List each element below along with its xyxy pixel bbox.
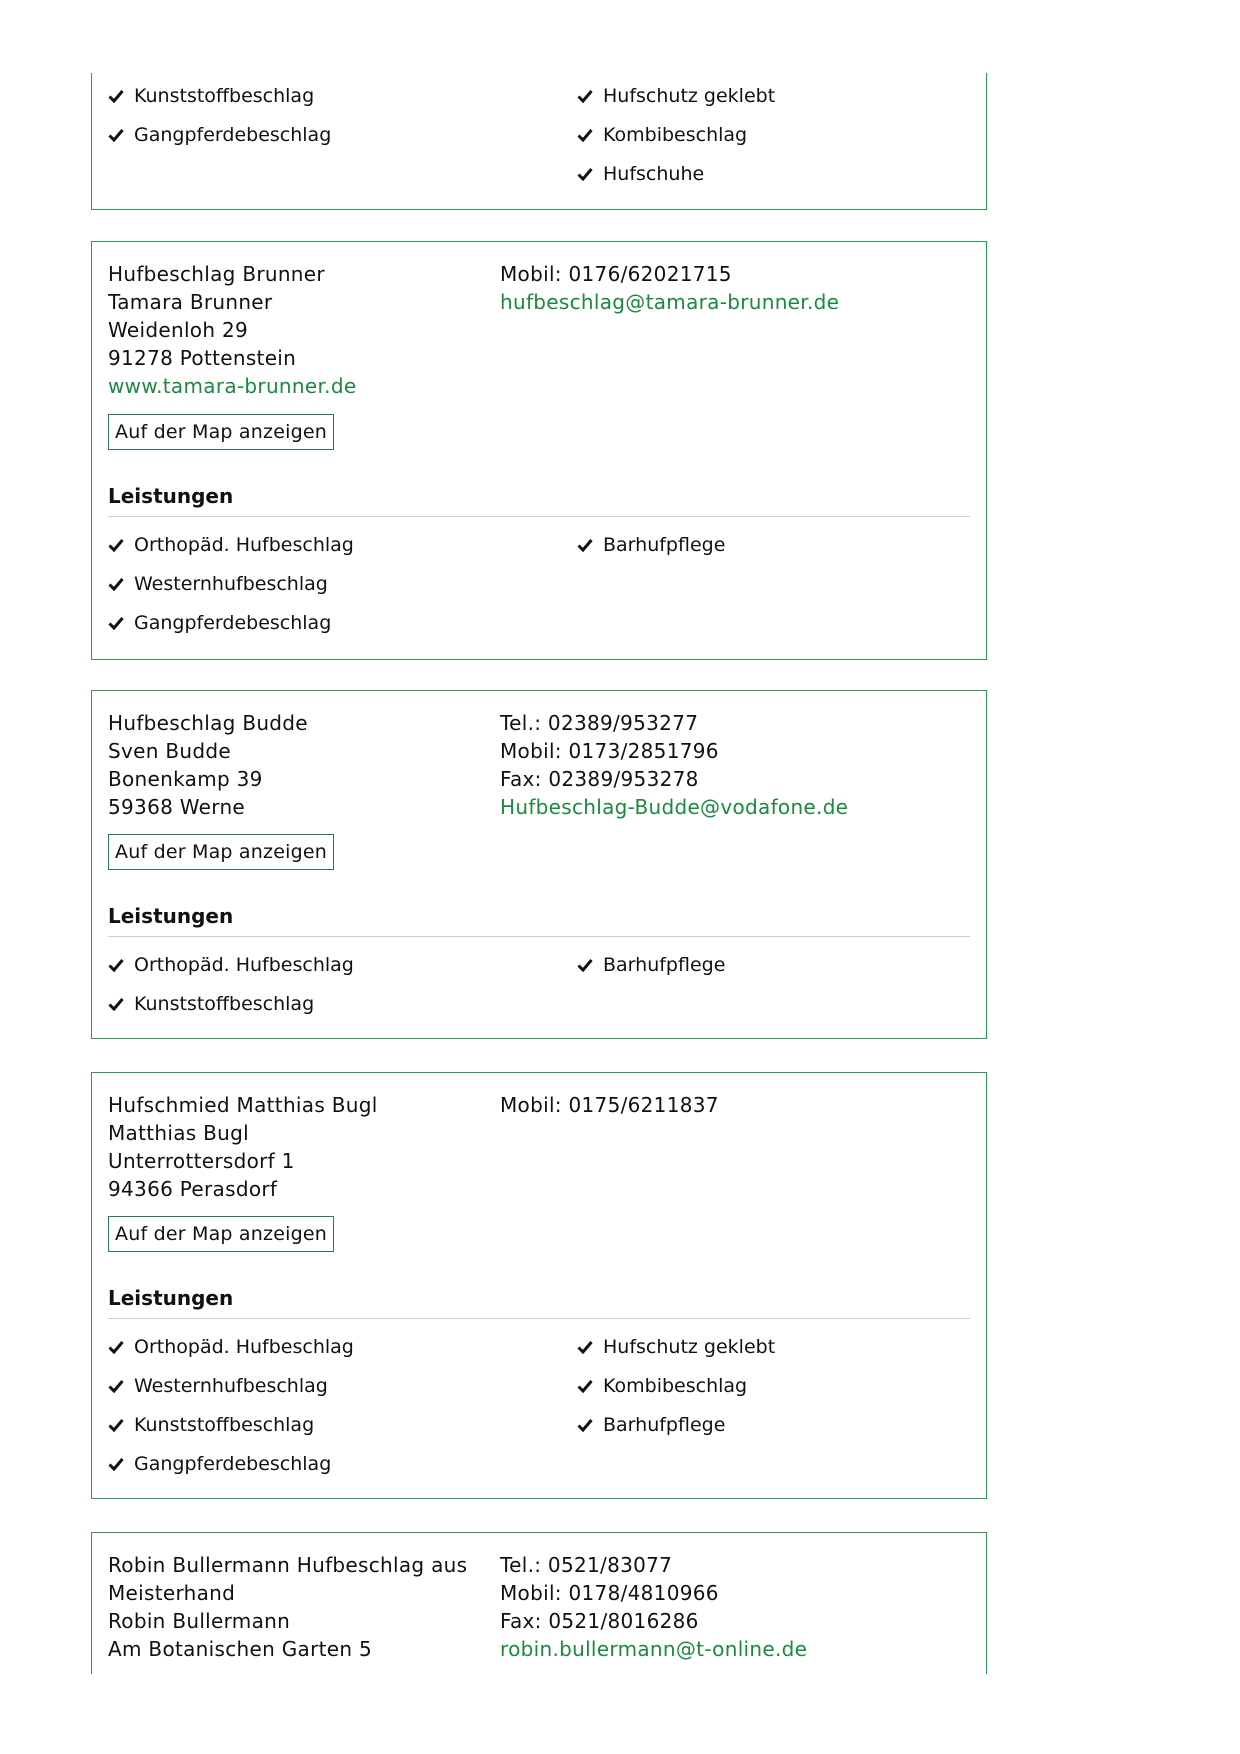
contact-person: Matthias Bugl (108, 1121, 250, 1145)
street: Weidenloh 29 (108, 318, 249, 342)
services-column-left (108, 85, 331, 163)
fax-number: Fax: 0521/8016286 (500, 1609, 699, 1633)
contact-details (500, 709, 970, 821)
show-on-map-button[interactable]: Auf der Map anzeigen (108, 834, 334, 870)
services-title: Leistungen (108, 484, 234, 508)
contact-address (108, 709, 488, 821)
service-item: Barhufpflege (577, 954, 725, 993)
check-icon (108, 577, 124, 591)
show-on-map-button[interactable]: Auf der Map anzeigen (108, 1216, 334, 1252)
service-item: Orthopäd. Hufbeschlag (108, 954, 354, 993)
service-item: Kunststoffbeschlag (108, 993, 354, 1032)
service-item: Kombibeschlag (577, 1375, 775, 1414)
contact-details (500, 1551, 970, 1663)
check-icon (577, 89, 593, 103)
contact-details (500, 1091, 970, 1119)
contact-person: Sven Budde (108, 739, 231, 763)
city: 94366 Perasdorf (108, 1177, 278, 1201)
company-name: Hufbeschlag Budde (108, 711, 308, 735)
check-icon (577, 958, 593, 972)
provider-card (91, 241, 987, 660)
check-icon (577, 1379, 593, 1393)
check-icon (108, 1379, 124, 1393)
divider (108, 516, 970, 517)
divider (108, 936, 970, 937)
check-icon (108, 1457, 124, 1471)
service-item: Westernhufbeschlag (108, 573, 354, 612)
services-column-right (577, 85, 775, 202)
services-column-left (108, 954, 354, 1032)
company-name: Hufschmied Matthias Bugl (108, 1093, 378, 1117)
show-on-map-button[interactable]: Auf der Map anzeigen (108, 414, 334, 450)
check-icon (577, 1340, 593, 1354)
check-icon (108, 997, 124, 1011)
email-link[interactable]: hufbeschlag@tamara-brunner.de (500, 290, 840, 314)
city: 59368 Werne (108, 795, 246, 819)
company-name: Hufbeschlag Brunner (108, 262, 325, 286)
contact-address (108, 1551, 488, 1663)
services-column-left (108, 534, 354, 651)
phone-number: Tel.: 0521/83077 (500, 1553, 673, 1577)
services-column-right (577, 1336, 775, 1453)
check-icon (577, 128, 593, 142)
service-item: Barhufpflege (577, 1414, 775, 1453)
company-name-continued: Meisterhand (108, 1581, 236, 1605)
check-icon (108, 1418, 124, 1432)
mobile-number: Mobil: 0178/4810966 (500, 1581, 719, 1605)
check-icon (108, 958, 124, 972)
contact-person: Tamara Brunner (108, 290, 273, 314)
service-item: Hufschutz geklebt (577, 1336, 775, 1375)
street: Unterrottersdorf 1 (108, 1149, 295, 1173)
services-title: Leistungen (108, 904, 234, 928)
email-link[interactable]: Hufbeschlag-Budde@vodafone.de (500, 795, 849, 819)
contact-address (108, 260, 488, 400)
service-item: Gangpferdebeschlag (108, 612, 354, 651)
street: Bonenkamp 39 (108, 767, 263, 791)
contact-address (108, 1091, 488, 1203)
company-name: Robin Bullermann Hufbeschlag aus (108, 1553, 468, 1577)
check-icon (108, 616, 124, 630)
city: 91278 Pottenstein (108, 346, 297, 370)
service-item: Orthopäd. Hufbeschlag (108, 1336, 354, 1375)
mobile-number: Mobil: 0173/2851796 (500, 739, 719, 763)
services-column-left (108, 1336, 354, 1492)
service-item: Barhufpflege (577, 534, 725, 573)
check-icon (108, 538, 124, 552)
service-item: Hufschuhe (577, 163, 775, 202)
service-item: Kunststoffbeschlag (108, 85, 331, 124)
services-column-right (577, 534, 725, 573)
provider-card (91, 690, 987, 1039)
provider-card (91, 1532, 987, 1674)
service-item: Westernhufbeschlag (108, 1375, 354, 1414)
provider-card (91, 1072, 987, 1499)
services-column-right (577, 954, 725, 993)
street: Am Botanischen Garten 5 (108, 1637, 373, 1661)
divider (108, 1318, 970, 1319)
service-item: Kombibeschlag (577, 124, 775, 163)
services-title: Leistungen (108, 1286, 234, 1310)
service-item: Kunststoffbeschlag (108, 1414, 354, 1453)
contact-person: Robin Bullermann (108, 1609, 291, 1633)
check-icon (108, 89, 124, 103)
mobile-number: Mobil: 0176/62021715 (500, 262, 732, 286)
check-icon (108, 1340, 124, 1354)
email-link[interactable]: robin.bullermann@t-online.de (500, 1637, 808, 1661)
provider-card (91, 73, 987, 210)
contact-details (500, 260, 970, 316)
check-icon (108, 128, 124, 142)
service-item: Orthopäd. Hufbeschlag (108, 534, 354, 573)
check-icon (577, 538, 593, 552)
check-icon (577, 1418, 593, 1432)
phone-number: Tel.: 02389/953277 (500, 711, 699, 735)
fax-number: Fax: 02389/953278 (500, 767, 699, 791)
service-item: Hufschutz geklebt (577, 85, 775, 124)
service-item: Gangpferdebeschlag (108, 1453, 354, 1492)
mobile-number: Mobil: 0175/6211837 (500, 1093, 719, 1117)
website-link[interactable]: www.tamara-brunner.de (108, 374, 357, 398)
check-icon (577, 167, 593, 181)
service-item: Gangpferdebeschlag (108, 124, 331, 163)
